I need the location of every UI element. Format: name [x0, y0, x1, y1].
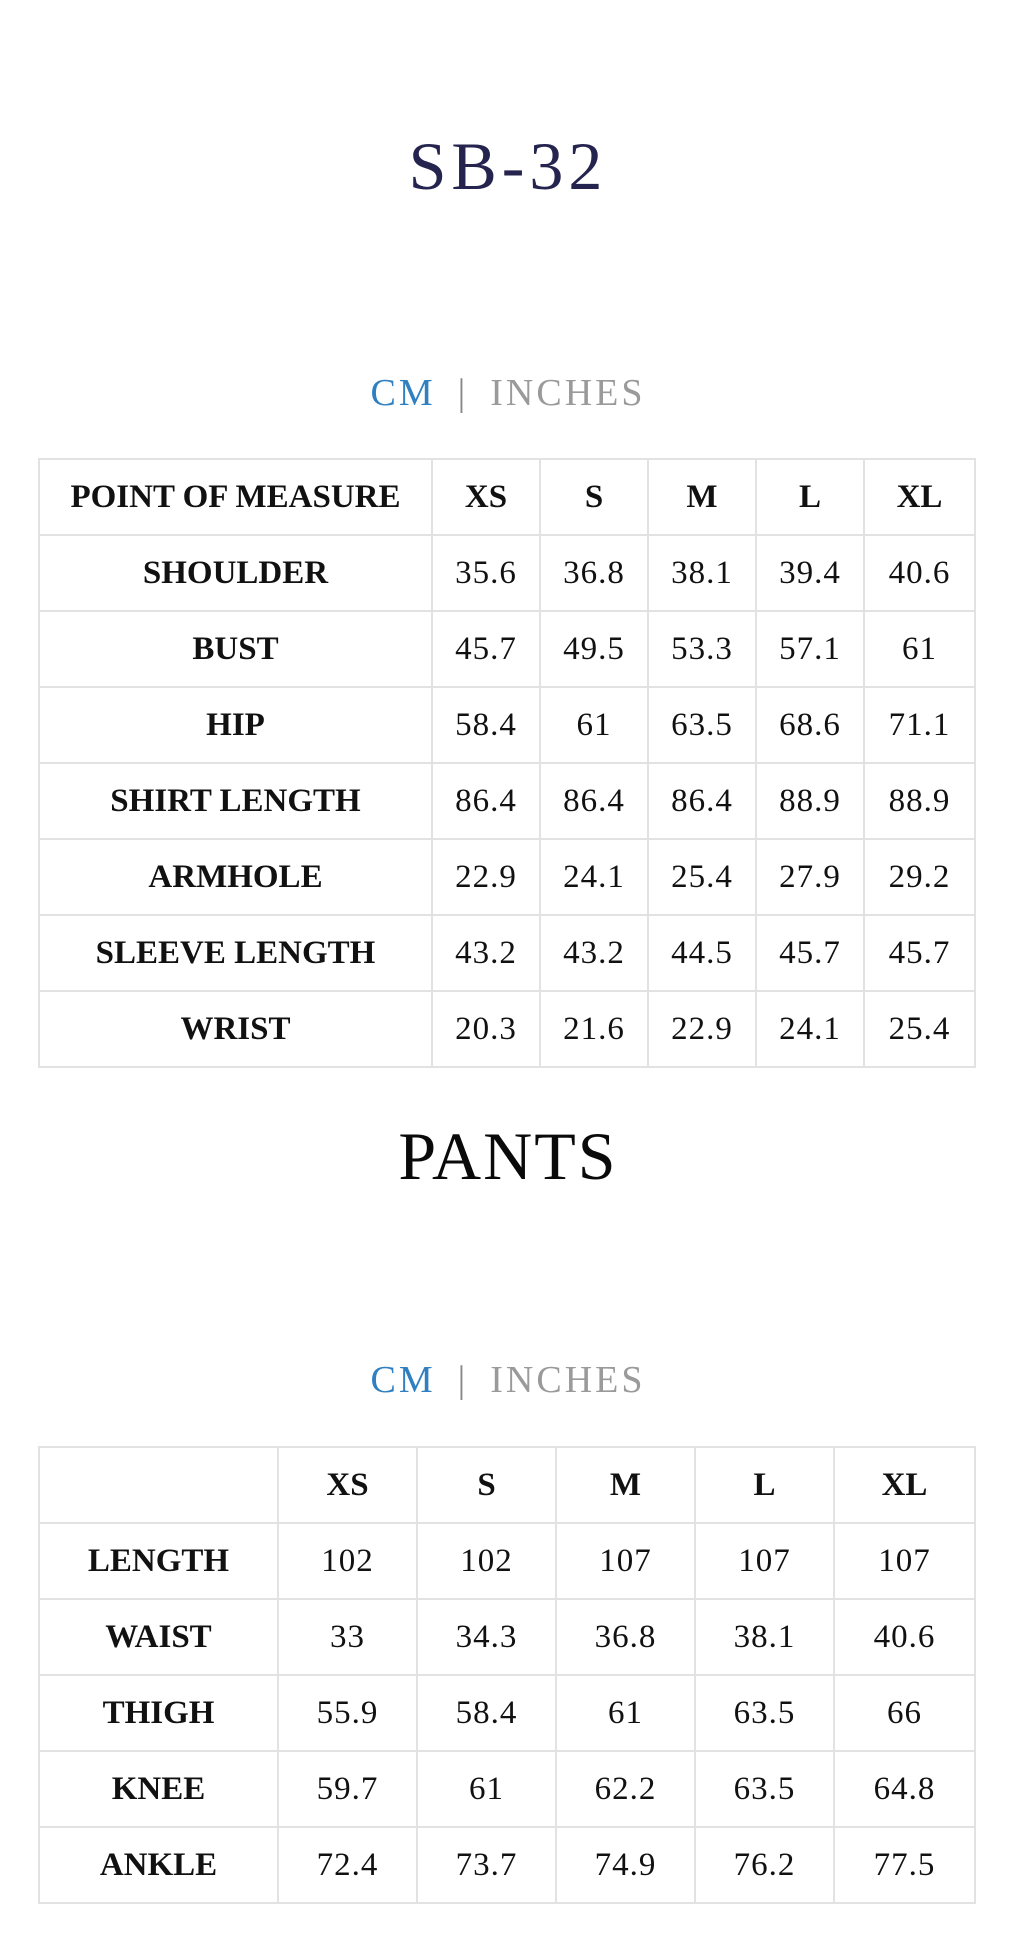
- measure-value: 88.9: [756, 763, 864, 839]
- measure-value: 40.6: [864, 535, 975, 611]
- table-header-row: [39, 1447, 975, 1523]
- measure-value: 76.2: [695, 1827, 834, 1903]
- measure-value: 20.3: [432, 991, 540, 1067]
- measure-value: 34.3: [417, 1599, 556, 1675]
- table-row: [39, 839, 975, 915]
- measure-value: 58.4: [417, 1675, 556, 1751]
- shirt-size-table: [38, 458, 976, 1068]
- measure-label: LENGTH: [39, 1523, 278, 1599]
- column-header: XL: [864, 459, 975, 535]
- column-header: POINT OF MEASURE: [39, 459, 432, 535]
- column-header: XS: [432, 459, 540, 535]
- measure-value: 61: [864, 611, 975, 687]
- pants-section-title: PANTS: [398, 1118, 618, 1194]
- measure-label: KNEE: [39, 1751, 278, 1827]
- measure-label: HIP: [39, 687, 432, 763]
- unit-inches-button[interactable]: INCHES: [490, 372, 646, 414]
- column-header: S: [417, 1447, 556, 1523]
- measure-value: 29.2: [864, 839, 975, 915]
- measure-value: 107: [695, 1523, 834, 1599]
- unit-inches-button[interactable]: INCHES: [490, 1359, 646, 1401]
- table-row: [39, 1675, 975, 1751]
- table-row: [39, 687, 975, 763]
- measure-label: SHIRT LENGTH: [39, 763, 432, 839]
- measure-value: 86.4: [432, 763, 540, 839]
- measure-value: 35.6: [432, 535, 540, 611]
- measure-value: 24.1: [756, 991, 864, 1067]
- column-header: XL: [834, 1447, 975, 1523]
- column-header: L: [756, 459, 864, 535]
- measure-value: 57.1: [756, 611, 864, 687]
- measure-value: 86.4: [648, 763, 756, 839]
- unit-toggle-pants: [0, 1357, 1016, 1403]
- measure-value: 61: [417, 1751, 556, 1827]
- unit-separator: |: [457, 1359, 469, 1401]
- table-header-row: [39, 459, 975, 535]
- unit-toggle-shirt: [0, 370, 1016, 416]
- measure-value: 25.4: [648, 839, 756, 915]
- measure-label: THIGH: [39, 1675, 278, 1751]
- measure-value: 64.8: [834, 1751, 975, 1827]
- table-row: [39, 763, 975, 839]
- measure-label: ARMHOLE: [39, 839, 432, 915]
- measure-value: 74.9: [556, 1827, 695, 1903]
- table-row: [39, 1523, 975, 1599]
- measure-value: 53.3: [648, 611, 756, 687]
- table-row: [39, 991, 975, 1067]
- measure-value: 107: [834, 1523, 975, 1599]
- measure-value: 66: [834, 1675, 975, 1751]
- measure-value: 88.9: [864, 763, 975, 839]
- column-header: XS: [278, 1447, 417, 1523]
- measure-value: 102: [278, 1523, 417, 1599]
- column-header: L: [695, 1447, 834, 1523]
- column-header: [39, 1447, 278, 1523]
- measure-value: 68.6: [756, 687, 864, 763]
- table-row: [39, 1827, 975, 1903]
- measure-value: 39.4: [756, 535, 864, 611]
- measure-value: 63.5: [648, 687, 756, 763]
- measure-value: 45.7: [756, 915, 864, 991]
- measure-value: 22.9: [648, 991, 756, 1067]
- product-title: SB-32: [408, 128, 608, 204]
- measure-value: 59.7: [278, 1751, 417, 1827]
- table-row: [39, 611, 975, 687]
- measure-value: 58.4: [432, 687, 540, 763]
- measure-value: 45.7: [432, 611, 540, 687]
- measure-value: 63.5: [695, 1675, 834, 1751]
- measure-value: 38.1: [648, 535, 756, 611]
- measure-value: 61: [540, 687, 648, 763]
- measure-value: 63.5: [695, 1751, 834, 1827]
- pants-size-table: [38, 1446, 976, 1904]
- measure-value: 62.2: [556, 1751, 695, 1827]
- column-header: M: [648, 459, 756, 535]
- measure-value: 44.5: [648, 915, 756, 991]
- measure-value: 21.6: [540, 991, 648, 1067]
- measure-value: 73.7: [417, 1827, 556, 1903]
- table-row: [39, 535, 975, 611]
- measure-label: SLEEVE LENGTH: [39, 915, 432, 991]
- measure-value: 24.1: [540, 839, 648, 915]
- table-row: [39, 915, 975, 991]
- measure-value: 36.8: [556, 1599, 695, 1675]
- measure-value: 107: [556, 1523, 695, 1599]
- measure-value: 38.1: [695, 1599, 834, 1675]
- unit-separator: |: [457, 372, 469, 414]
- measure-value: 25.4: [864, 991, 975, 1067]
- measure-value: 22.9: [432, 839, 540, 915]
- measure-value: 72.4: [278, 1827, 417, 1903]
- measure-value: 61: [556, 1675, 695, 1751]
- measure-value: 43.2: [432, 915, 540, 991]
- measure-label: SHOULDER: [39, 535, 432, 611]
- measure-value: 71.1: [864, 687, 975, 763]
- column-header: S: [540, 459, 648, 535]
- measure-value: 77.5: [834, 1827, 975, 1903]
- measure-label: WAIST: [39, 1599, 278, 1675]
- measure-label: ANKLE: [39, 1827, 278, 1903]
- measure-label: BUST: [39, 611, 432, 687]
- unit-cm-button[interactable]: CM: [370, 1359, 436, 1401]
- table-row: [39, 1599, 975, 1675]
- measure-value: 55.9: [278, 1675, 417, 1751]
- measure-value: 40.6: [834, 1599, 975, 1675]
- unit-cm-button[interactable]: CM: [370, 372, 436, 414]
- measure-value: 43.2: [540, 915, 648, 991]
- measure-value: 49.5: [540, 611, 648, 687]
- column-header: M: [556, 1447, 695, 1523]
- table-row: [39, 1751, 975, 1827]
- measure-value: 27.9: [756, 839, 864, 915]
- measure-value: 102: [417, 1523, 556, 1599]
- measure-value: 33: [278, 1599, 417, 1675]
- measure-value: 86.4: [540, 763, 648, 839]
- measure-value: 36.8: [540, 535, 648, 611]
- measure-value: 45.7: [864, 915, 975, 991]
- measure-label: WRIST: [39, 991, 432, 1067]
